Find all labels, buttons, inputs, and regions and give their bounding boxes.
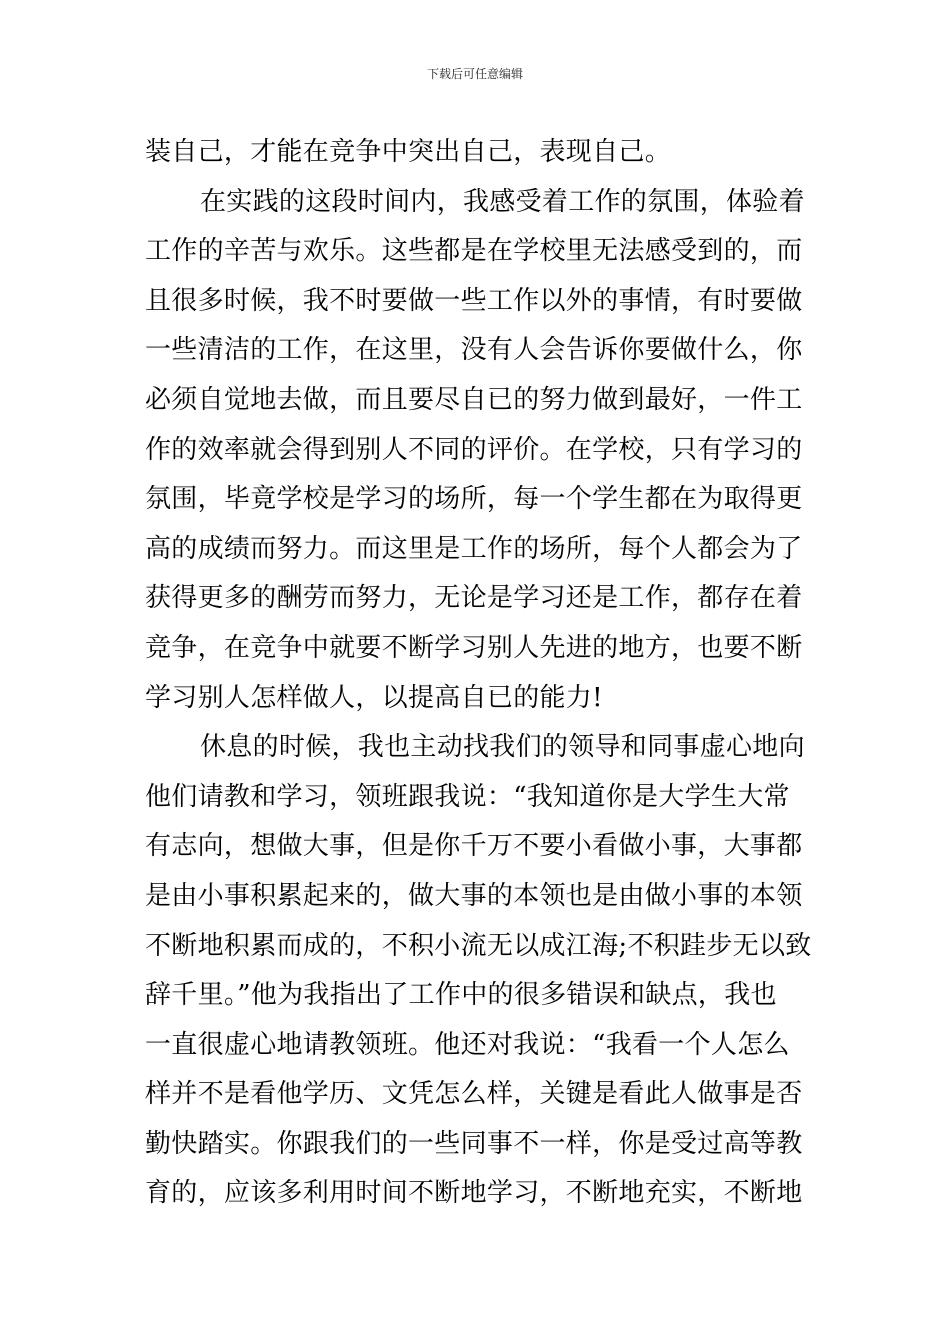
- text-line: 一直很虚心地请教领班。他还对我说：“我看一个人怎么: [145, 1029, 790, 1060]
- text-line: 必须自觉地去做，而且要尽自已的努力做到最好，一件工: [145, 384, 803, 415]
- text-line: 勤快踏实。你跟我们的一些同事不一样，你是受过高等教: [145, 1128, 803, 1159]
- text-line: 休息的时候，我也主动找我们的领导和同事虚心地向: [200, 732, 805, 763]
- text-line: 且很多时候，我不时要做一些工作以外的事情，有时要做: [145, 285, 803, 316]
- text-line: 氛围，毕竟学校是学习的场所，每一个学生都在为取得更: [145, 484, 803, 515]
- text-line: 学习别人怎样做人，以提高自已的能力!: [145, 682, 603, 713]
- text-line: 他们请教和学习，领班跟我说：“我知道你是大学生大常: [145, 781, 790, 812]
- text-line: 育的，应该多利用时间不断地学习，不断地充实，不断地: [145, 1178, 803, 1209]
- text-line: 在实践的这段时间内，我感受着工作的氛围，体验着: [200, 186, 805, 217]
- text-line: 一些清洁的工作，在这里，没有人会告诉你要做什么，你: [145, 335, 803, 366]
- text-line: 高的成绩而努力。而这里是工作的场所，每个人都会为了: [145, 533, 803, 564]
- document-body: [145, 128, 813, 1219]
- text-line: 获得更多的酬劳而努力，无论是学习还是工作，都存在着: [145, 583, 803, 614]
- text-line: 不断地积累而成的，不积小流无以成江海;不积跬步无以致: [145, 930, 812, 961]
- text-line: 样并不是看他学历、文凭怎么样，关键是看此人做事是否: [145, 1079, 803, 1110]
- text-line: 装自己，才能在竞争中突出自己，表现自己。: [145, 137, 672, 167]
- text-line: 有志向，想做大事，但是你千万不要小看做小事，大事都: [145, 831, 803, 862]
- page-header: 下载后可任意编辑: [426, 67, 523, 81]
- text-line: 竞争，在竞争中就要不断学习别人先进的地方，也要不断: [145, 632, 803, 663]
- text-line: 工作的辛苦与欢乐。这些都是在学校里无法感受到的，而: [145, 236, 803, 267]
- text-line: 是由小事积累起来的，做大事的本领也是由做小事的本领: [145, 880, 803, 911]
- text-line: 辞千里。”他为我指出了工作中的很多错误和缺点，我也: [145, 980, 777, 1011]
- text-line: 作的效率就会得到别人不同的评价。在学校，只有学习的: [145, 434, 803, 465]
